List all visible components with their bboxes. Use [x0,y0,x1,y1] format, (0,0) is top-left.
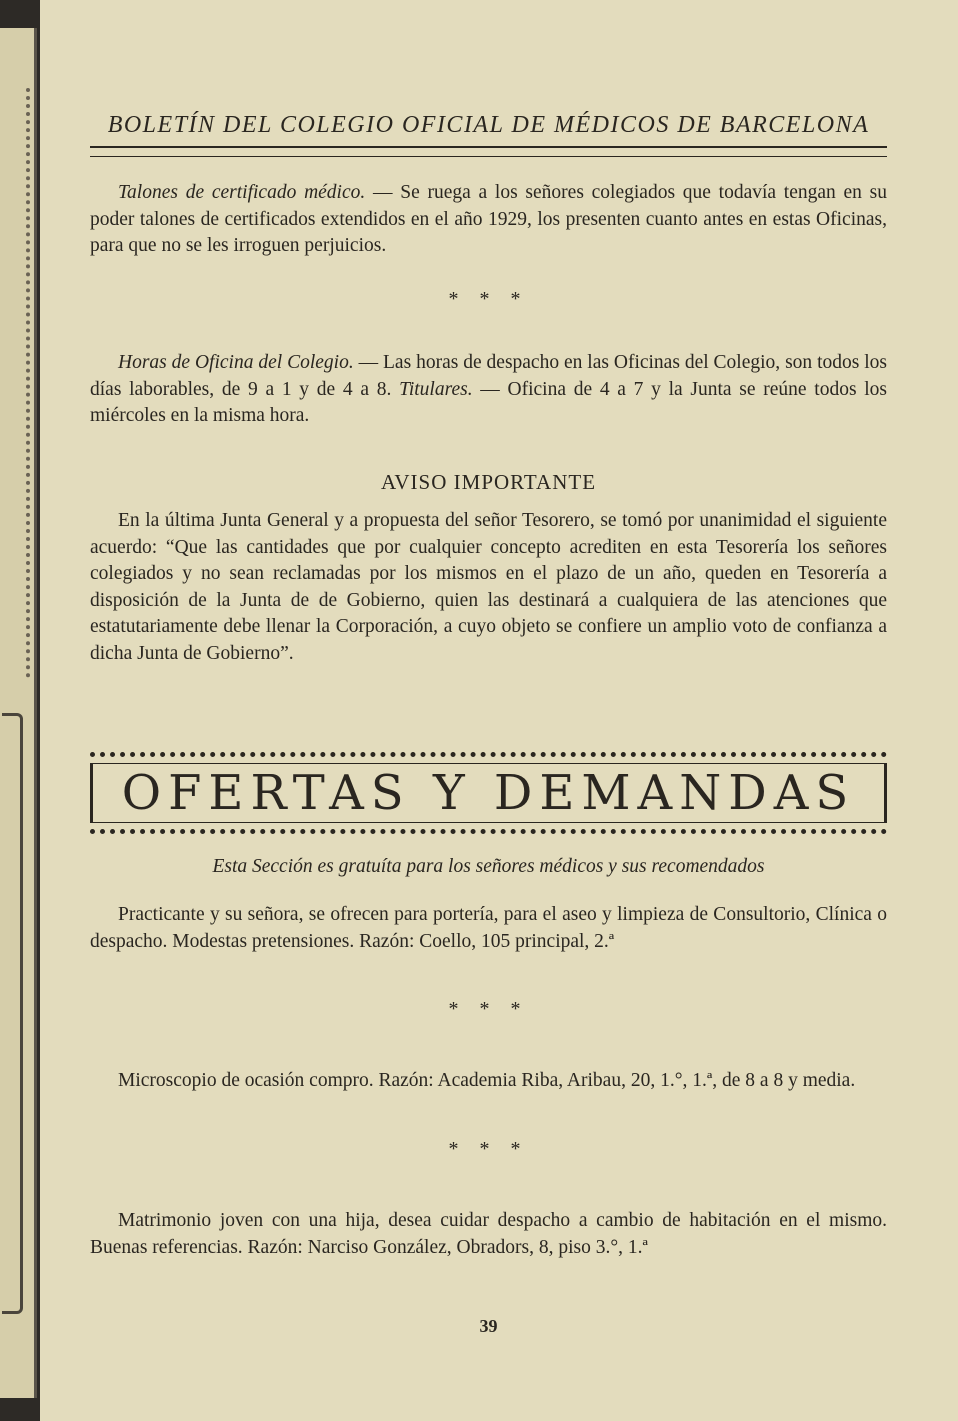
notice-text: — Oficina de 4 a 7 y la Junta se reúne todos los miércoles en la misma hora. [90,378,888,426]
separator: * * * [448,998,529,1020]
ad-item: Microscopio de ocasión compro. Razón: Academia Riba, Aribau, 20, 1.°, 1.ª, de 8 a 8 y media. [118,1070,856,1091]
previous-page-edge [0,28,37,1398]
page-number: 39 [479,1316,498,1336]
notice-title: Talones de certificado médico. [118,182,366,203]
header-rule [90,146,887,157]
section-banner [90,752,887,834]
aviso-text: En la última Junta General y a propuesta del señor Tesorero, se tomó por unanimidad el siguiente acuerdo: “Que las cantidades que por cualquier concepto acrediten en esta Tesorería los señores colegiados y no sean reclamadas por los mismos en el plazo de un año, queden en Tesorería a disposición de la Junta de de Gobierno, quien las destinará a cualquiera de las atenciones que estatutariamente debe llenar la Corporación, a cuyo objeto se confiere un amplio voto de confianza a dicha Junta de Gobierno”. [90,510,887,664]
document-page [40,0,958,1421]
section-note: Esta Sección es gratuíta para los señores médicos y sus recomendados [212,856,765,877]
notice-titulares: Titulares. [399,378,473,400]
notice-title: Horas de Oficina del Colegio. [118,352,354,373]
decorative-border [2,88,30,678]
separator: * * * [448,1138,529,1160]
running-head: BOLETÍN DEL COLEGIO OFICIAL DE MÉDICOS DE BARCELONA [107,112,870,138]
notice-text: — Se ruega a los señores colegiados que todavía tengan en su poder talones de certificados extendidos en el año 1929, los presenten cuanto antes en estas Oficinas, para que no se les irroguen perjuicios. [90,182,888,256]
decorative-border [2,713,23,1314]
ad-item: Matrimonio joven con una hija, desea cuidar despacho a cambio de habitación en el mismo. Buenas referencias. Razón: Narciso González, Obradors, 8, piso 3.°, 1.ª [90,1210,887,1258]
notice-horas [90,350,887,430]
separator: * * * [448,288,529,310]
aviso-heading: AVISO IMPORTANTE [380,470,597,494]
notice-talones [90,180,887,260]
notice-text: — Las horas de despacho en las Oficinas del Colegio, son todos los días laborables, de 9 a 1 y de 4 a 8. [90,352,887,400]
ad-item: Practicante y su señora, se ofrecen para portería, para el aseo y limpieza de Consultorio, Clínica o despacho. Modestas pretensiones. Razón: Coello, 105 principal, 2.ª [90,904,887,952]
banner-title: OFERTAS Y DEMANDAS [90,763,887,823]
